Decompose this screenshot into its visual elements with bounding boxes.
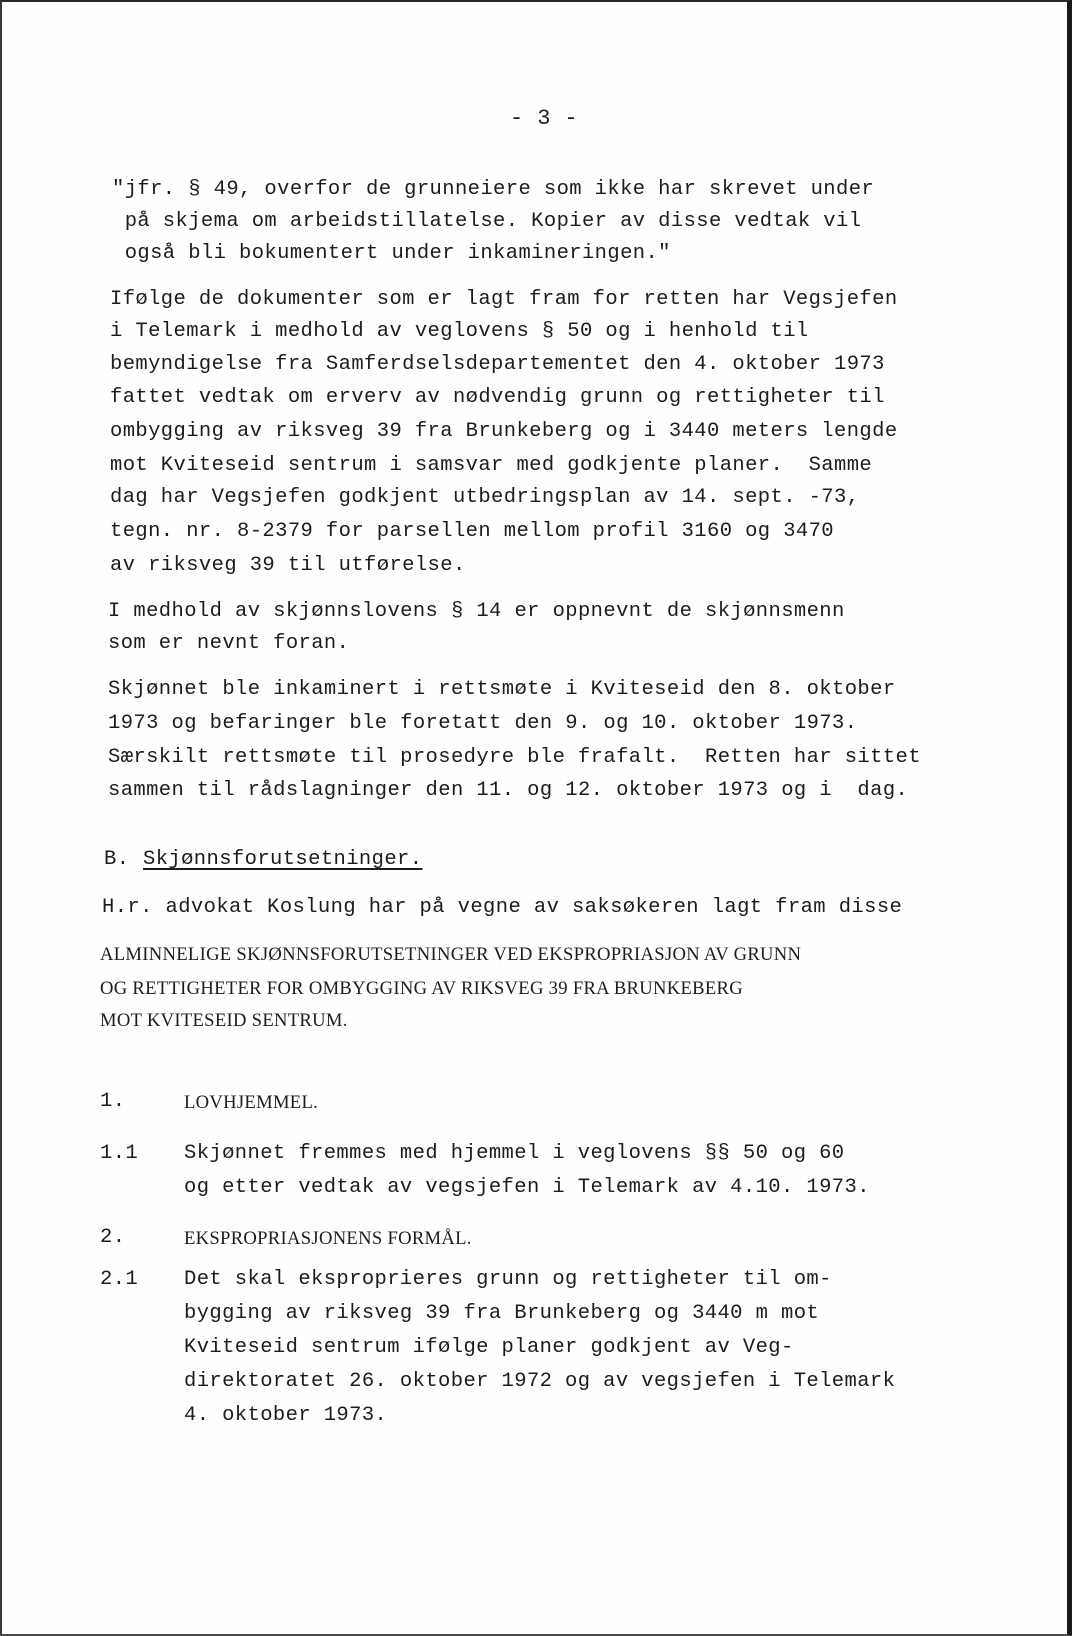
paragraph-line: sammen til rådslagninger den 11. og 12. oktober 1973 og i dag. — [108, 779, 909, 802]
paragraph-advokat: H.r. advokat Koslung har på vegne av saksøkeren lagt fram disse — [102, 896, 903, 919]
paragraph-line: mot Kviteseid sentrum i samsvar med godkjente planer. Samme — [110, 454, 873, 477]
section-title: Skjønnsforutsetninger. — [143, 848, 423, 871]
item-line: Skjønnet fremmes med hjemmel i veglovens §§ 50 og 60 — [184, 1142, 845, 1165]
paragraph-line: 1973 og befaringer ble foretatt den 9. og 10. oktober 1973. — [108, 712, 858, 735]
caps-heading-line: ALMINNELIGE SKJØNNSFORUTSETNINGER VED EKSPROPRIASJON AV GRUNN — [100, 944, 802, 965]
paragraph-line: tegn. nr. 8-2379 for parsellen mellom profil 3160 og 3470 — [110, 520, 835, 543]
page-number: - 3 - — [510, 106, 579, 131]
paragraph-line: dag har Vegsjefen godkjent utbedringsplan av 14. sept. -73, — [110, 486, 860, 509]
item-line: Kviteseid sentrum ifølge planer godkjent av Veg- — [184, 1336, 794, 1359]
paragraph-line: bemyndigelse fra Samferdselsdepartementet den 4. oktober 1973 — [110, 353, 885, 376]
item-line: Det skal eksproprieres grunn og rettigheter til om- — [184, 1268, 832, 1291]
quote-line: "jfr. § 49, overfor de grunneiere som ikke har skrevet under — [112, 178, 875, 201]
item-heading: EKSPROPRIASJONENS FORMÅL. — [184, 1228, 472, 1249]
paragraph-line: ombygging av riksveg 39 fra Brunkeberg og i 3440 meters lengde — [110, 420, 898, 443]
paragraph-line: i Telemark i medhold av veglovens § 50 og i henhold til — [110, 320, 809, 343]
item-line: og etter vedtak av vegsjefen i Telemark av 4.10. 1973. — [184, 1176, 870, 1199]
item-number: 1.1 — [100, 1142, 139, 1165]
item-line: bygging av riksveg 39 fra Brunkeberg og 3440 m mot — [184, 1302, 820, 1325]
paragraph-line: Skjønnet ble inkaminert i rettsmøte i Kviteseid den 8. oktober — [108, 678, 896, 701]
item-number: 1. — [100, 1090, 126, 1113]
paragraph-line: som er nevnt foran. — [108, 632, 350, 655]
paragraph-line: fattet vedtak om erverv av nødvendig grunn og rettigheter til — [110, 386, 885, 409]
item-number: 2.1 — [100, 1268, 139, 1291]
quote-line: på skjema om arbeidstillatelse. Kopier av disse vedtak vil — [112, 210, 862, 233]
item-line: direktoratet 26. oktober 1972 og av vegsjefen i Telemark — [184, 1370, 896, 1393]
item-heading: LOVHJEMMEL. — [184, 1092, 319, 1113]
paragraph-line: Ifølge de dokumenter som er lagt fram for retten har Vegsjefen — [110, 288, 898, 311]
paragraph-line: I medhold av skjønnslovens § 14 er oppnevnt de skjønnsmenn — [108, 600, 845, 623]
caps-heading-line: OG RETTIGHETER FOR OMBYGGING AV RIKSVEG 39 FRA BRUNKEBERG — [100, 978, 744, 999]
item-line: 4. oktober 1973. — [184, 1404, 388, 1427]
paragraph-line: av riksveg 39 til utførelse. — [110, 554, 466, 577]
item-number: 2. — [100, 1226, 126, 1249]
section-letter: B. — [104, 848, 130, 871]
paragraph-line: Særskilt rettsmøte til prosedyre ble frafalt. Retten har sittet — [108, 746, 921, 769]
caps-heading-line: MOT KVITESEID SENTRUM. — [100, 1010, 348, 1031]
quote-line: også bli bokumentert under inkamineringen." — [112, 242, 671, 265]
